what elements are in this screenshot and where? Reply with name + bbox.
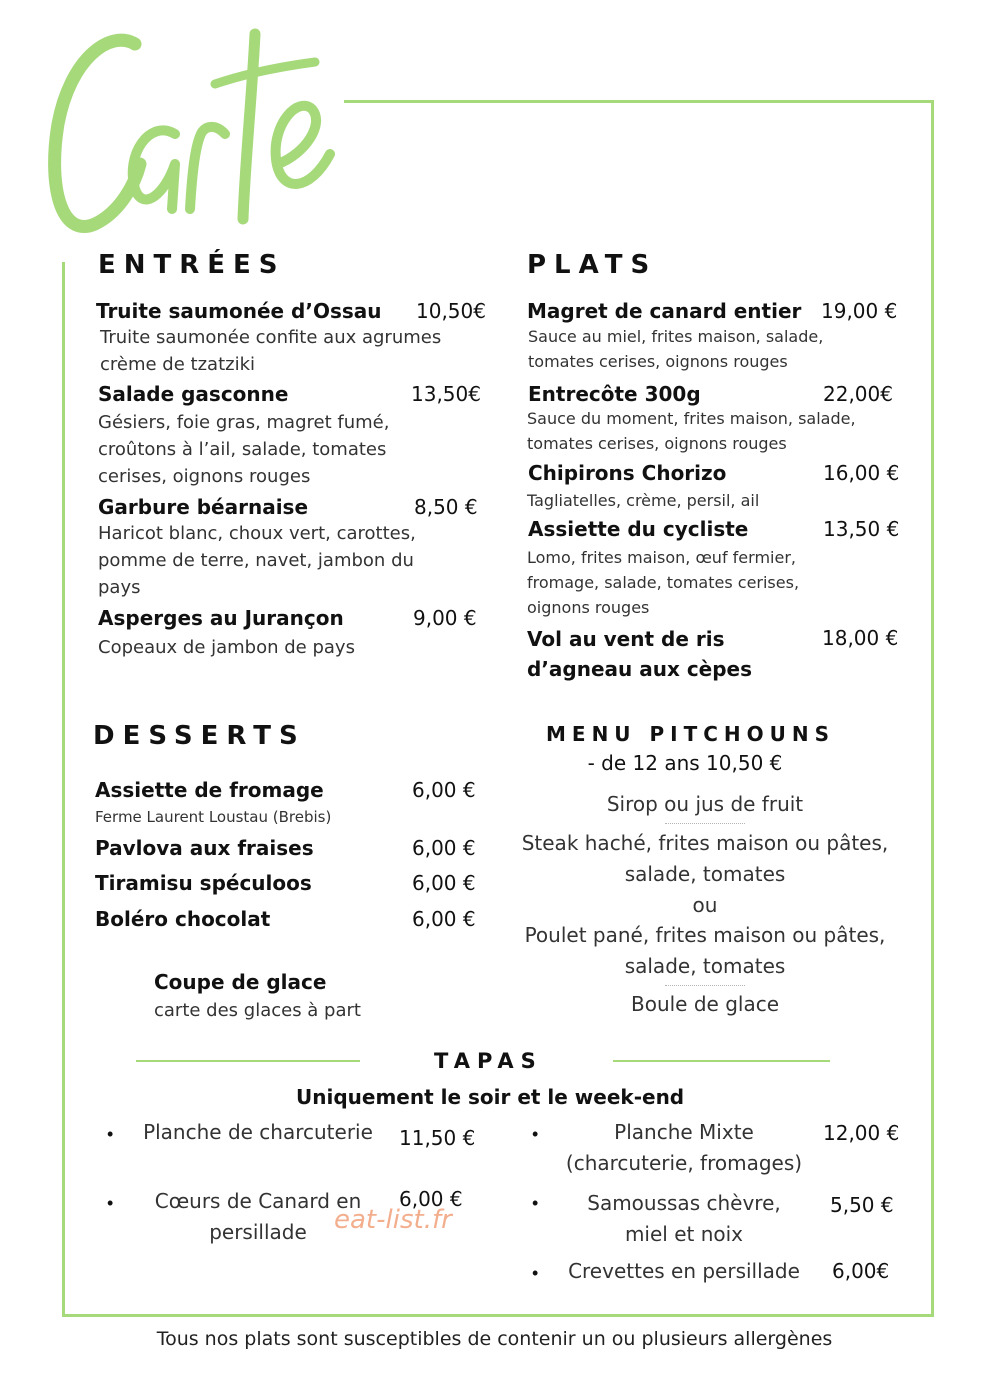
carte-logo bbox=[40, 14, 340, 254]
plat-price: 19,00 € bbox=[821, 299, 898, 323]
desc-line: Haricot blanc, choux vert, carottes, bbox=[98, 523, 416, 544]
entree-price: 9,00 € bbox=[413, 606, 477, 630]
desc-line: Truite saumonée confite aux agrumes bbox=[100, 327, 442, 348]
dessert-price: 6,00 € bbox=[412, 907, 476, 931]
name-line: Planche Mixte bbox=[614, 1120, 754, 1144]
desc-line: Sauce au miel, frites maison, salade, bbox=[528, 327, 824, 346]
bullet: • bbox=[532, 1263, 539, 1283]
plat-price: 18,00 € bbox=[822, 626, 899, 650]
plats-title: PLATS bbox=[527, 250, 658, 280]
entree-desc bbox=[98, 520, 416, 601]
tapas-name: Crevettes en persillade bbox=[568, 1259, 800, 1283]
tapas-title: TAPAS bbox=[434, 1049, 543, 1073]
entree-name: Asperges au Jurançon bbox=[98, 606, 344, 630]
pitchouns-title: MENU PITCHOUNS bbox=[546, 722, 836, 746]
entree-desc bbox=[98, 409, 389, 490]
desc-line: croûtons à l’ail, salade, tomates bbox=[98, 439, 387, 460]
entree-desc bbox=[98, 634, 355, 661]
desc-line: cerises, oignons rouges bbox=[98, 466, 311, 487]
desc-line: crème de tzatziki bbox=[100, 354, 255, 375]
plat-price: 13,50 € bbox=[823, 517, 900, 541]
dessert-name: Boléro chocolat bbox=[95, 907, 271, 931]
dessert-name: Pavlova aux fraises bbox=[95, 836, 314, 860]
divider bbox=[665, 985, 745, 986]
desc-line: Sauce du moment, frites maison, salade, bbox=[527, 409, 856, 428]
frame-top-line bbox=[344, 100, 934, 103]
tapas-subtitle: Uniquement le soir et le week-end bbox=[296, 1085, 685, 1109]
plat-desc bbox=[527, 406, 856, 456]
tapas-divider-right bbox=[613, 1060, 830, 1062]
dessert-desc: Ferme Laurent Loustau (Brebis) bbox=[95, 808, 332, 826]
entrees-title: ENTRÉES bbox=[98, 250, 286, 280]
desc-line: tomates cerises, oignons rouges bbox=[527, 434, 787, 453]
watermark: eat-list.fr bbox=[334, 1205, 452, 1235]
desc-line: Tagliatelles, crème, persil, ail bbox=[527, 491, 760, 510]
name-line: d’agneau aux cèpes bbox=[527, 657, 753, 681]
dessert-name: Tiramisu spéculoos bbox=[95, 871, 312, 895]
coupe-name: Coupe de glace bbox=[154, 970, 327, 994]
pitchouns-drink: Sirop ou jus de fruit bbox=[606, 792, 804, 816]
entree-desc bbox=[100, 324, 441, 378]
tapas-name bbox=[554, 1188, 814, 1250]
tapas-price: 5,50 € bbox=[830, 1193, 894, 1217]
plat-desc bbox=[528, 324, 823, 374]
desc-line: pomme de terre, navet, jambon du bbox=[98, 550, 414, 571]
dessert-price: 6,00 € bbox=[412, 871, 476, 895]
frame-right-line bbox=[931, 100, 934, 1316]
pitchouns-or: ou bbox=[692, 893, 718, 917]
pitchouns-subtitle: - de 12 ans 10,50 € bbox=[587, 751, 783, 775]
entree-price: 13,50€ bbox=[411, 382, 481, 406]
divider bbox=[665, 823, 745, 824]
desserts-title: DESSERTS bbox=[93, 721, 306, 751]
plat-price: 22,00€ bbox=[823, 382, 893, 406]
name-line: persillade bbox=[209, 1220, 307, 1244]
tapas-price: 12,00 € bbox=[823, 1121, 900, 1145]
tapas-divider-left bbox=[136, 1060, 360, 1062]
bullet: • bbox=[532, 1193, 539, 1213]
desc-line: oignons rouges bbox=[527, 598, 650, 617]
pitchouns-option-1 bbox=[520, 828, 890, 890]
bullet: • bbox=[107, 1193, 114, 1213]
plat-name: Entrecôte 300g bbox=[528, 382, 701, 406]
allergen-footer: Tous nos plats sont susceptibles de contenir un ou plusieurs allergènes bbox=[156, 1328, 833, 1350]
dessert-name: Assiette de fromage bbox=[95, 778, 324, 802]
plat-name bbox=[527, 624, 752, 684]
tapas-price: 11,50 € bbox=[399, 1126, 476, 1150]
desc-line: Lomo, frites maison, œuf fermier, bbox=[527, 548, 796, 567]
desc-line: Copeaux de jambon de pays bbox=[98, 637, 355, 658]
option-line: Steak haché, frites maison ou pâtes, bbox=[521, 831, 889, 855]
frame-bottom-line bbox=[62, 1314, 934, 1317]
tapas-name bbox=[554, 1117, 814, 1179]
dessert-price: 6,00 € bbox=[412, 778, 476, 802]
entree-price: 8,50 € bbox=[414, 495, 478, 519]
frame-left-line bbox=[62, 262, 65, 1316]
desc-line: fromage, salade, tomates cerises, bbox=[527, 573, 800, 592]
bullet: • bbox=[107, 1124, 114, 1144]
plat-desc bbox=[527, 545, 799, 620]
name-line: (charcuterie, fromages) bbox=[565, 1151, 803, 1175]
desc-line: Gésiers, foie gras, magret fumé, bbox=[98, 412, 390, 433]
entree-name: Truite saumonée d’Ossau bbox=[96, 299, 382, 323]
plat-name: Assiette du cycliste bbox=[528, 517, 749, 541]
plat-price: 16,00 € bbox=[823, 461, 900, 485]
option-line: salade, tomates bbox=[624, 862, 786, 886]
option-line: salade, tomates bbox=[624, 954, 786, 978]
option-line: Poulet pané, frites maison ou pâtes, bbox=[524, 923, 886, 947]
bullet: • bbox=[532, 1124, 539, 1144]
plat-desc bbox=[527, 488, 759, 513]
pitchouns-dessert: Boule de glace bbox=[630, 992, 780, 1016]
tapas-name: Planche de charcuterie bbox=[143, 1120, 373, 1144]
coupe-desc: carte des glaces à part bbox=[154, 1000, 361, 1021]
name-line: miel et noix bbox=[624, 1222, 744, 1246]
entree-price: 10,50€ bbox=[416, 299, 486, 323]
name-line: Vol au vent de ris bbox=[527, 627, 725, 651]
desc-line: pays bbox=[98, 577, 141, 598]
dessert-price: 6,00 € bbox=[412, 836, 476, 860]
pitchouns-option-2 bbox=[520, 920, 890, 982]
plat-name: Magret de canard entier bbox=[527, 299, 802, 323]
tapas-price: 6,00€ bbox=[832, 1259, 890, 1283]
name-line: Samoussas chèvre, bbox=[587, 1191, 781, 1215]
plat-name: Chipirons Chorizo bbox=[528, 461, 727, 485]
entree-name: Garbure béarnaise bbox=[98, 495, 309, 519]
desc-line: tomates cerises, oignons rouges bbox=[528, 352, 788, 371]
name-line: Cœurs de Canard en bbox=[154, 1189, 362, 1213]
tapas-price: 6,00 € bbox=[399, 1187, 463, 1211]
entree-name: Salade gasconne bbox=[98, 382, 289, 406]
